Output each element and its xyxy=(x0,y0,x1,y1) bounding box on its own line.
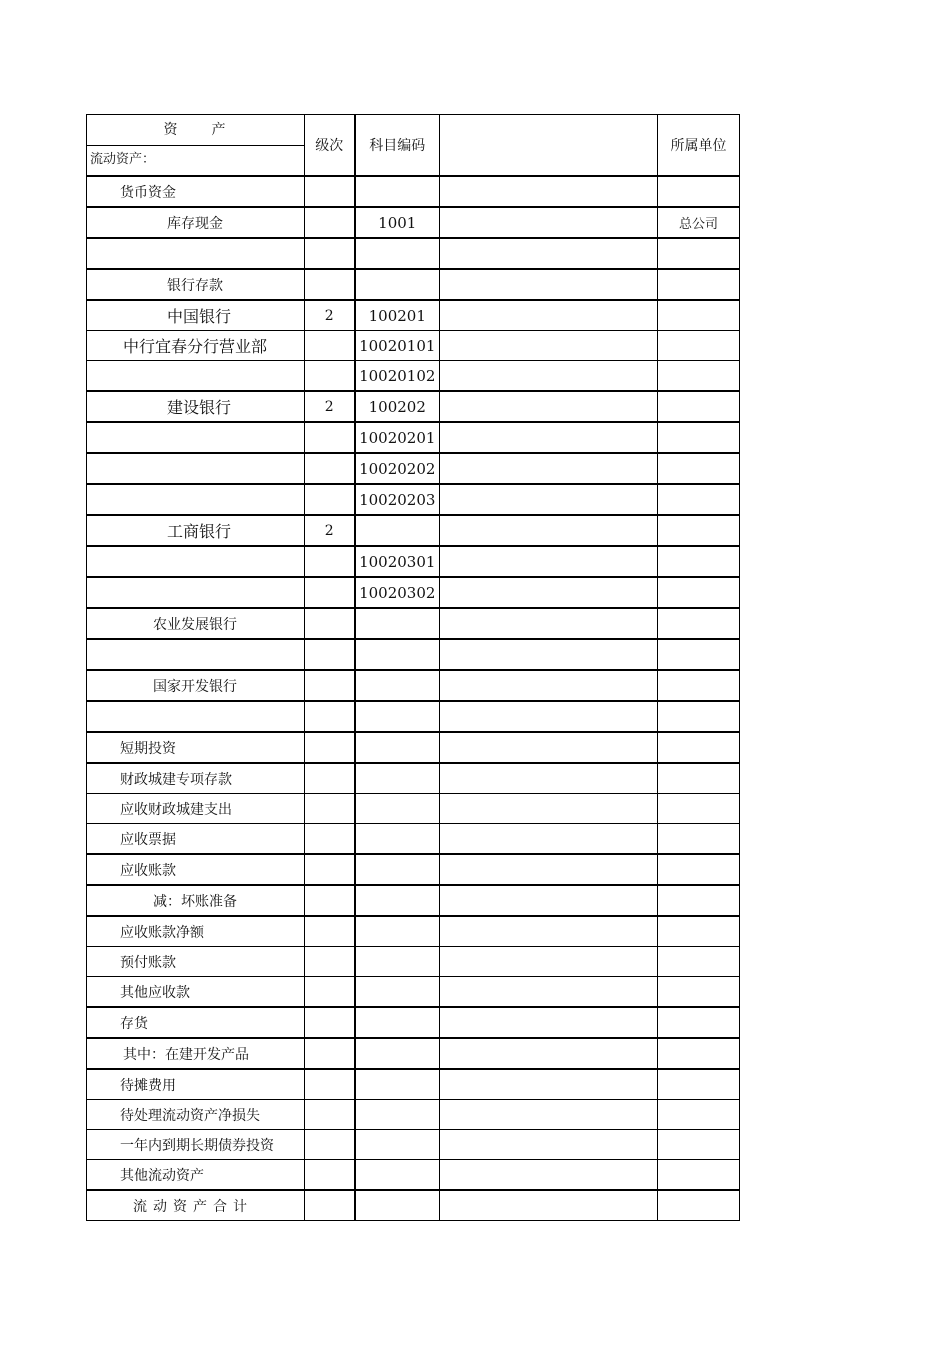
level-cell xyxy=(305,238,355,269)
account-name: 应收账款 xyxy=(120,862,176,879)
blank-cell xyxy=(440,546,658,577)
table-row xyxy=(87,608,740,639)
account-code-cell: 10020202 xyxy=(355,453,440,484)
account-name-cell xyxy=(87,1038,305,1069)
level-cell xyxy=(305,639,355,670)
account-name-cell xyxy=(87,701,305,732)
level-cell xyxy=(305,1100,355,1130)
account-name-cell xyxy=(87,1007,305,1038)
blank-cell xyxy=(440,422,658,453)
level-cell xyxy=(305,824,355,855)
account-code-cell xyxy=(355,794,440,824)
unit-cell xyxy=(658,763,740,794)
unit-cell xyxy=(658,824,740,855)
level-cell xyxy=(305,484,355,515)
account-code-cell xyxy=(355,885,440,916)
table-row xyxy=(87,732,740,763)
unit-cell xyxy=(658,1007,740,1038)
blank-cell xyxy=(440,701,658,732)
account-code-cell xyxy=(355,1160,440,1191)
blank-cell xyxy=(440,238,658,269)
blank-cell xyxy=(440,608,658,639)
account-name: 存货 xyxy=(120,1015,148,1032)
table-row xyxy=(87,300,740,331)
blank-cell xyxy=(440,732,658,763)
level-cell xyxy=(305,1130,355,1160)
blank-cell xyxy=(440,916,658,947)
account-name-cell xyxy=(87,854,305,885)
table-row xyxy=(87,670,740,701)
level-cell xyxy=(305,608,355,639)
unit-cell xyxy=(658,1100,740,1130)
blank-cell xyxy=(440,484,658,515)
blank-cell xyxy=(440,331,658,361)
level-cell xyxy=(305,546,355,577)
level-cell xyxy=(305,577,355,608)
unit-cell xyxy=(658,794,740,824)
account-name-cell xyxy=(87,732,305,763)
level-cell xyxy=(305,331,355,361)
account-name: 待处理流动资产净损失 xyxy=(120,1107,260,1124)
account-code-cell xyxy=(355,1069,440,1100)
level-cell xyxy=(305,670,355,701)
unit-cell xyxy=(658,916,740,947)
blank-cell xyxy=(440,269,658,300)
account-code-cell: 1001 xyxy=(355,207,440,238)
unit-cell xyxy=(658,608,740,639)
account-name-cell xyxy=(87,824,305,855)
table-row xyxy=(87,391,740,422)
table-row xyxy=(87,176,740,207)
account-code-cell xyxy=(355,608,440,639)
level-cell: 2 xyxy=(305,300,355,331)
account-name: 中行宜春分行营业部 xyxy=(123,337,268,356)
level-cell xyxy=(305,361,355,392)
account-code-cell xyxy=(355,854,440,885)
account-name-cell xyxy=(87,1190,305,1221)
table-row xyxy=(87,854,740,885)
account-code-cell: 10020203 xyxy=(355,484,440,515)
blank-cell xyxy=(440,361,658,392)
blank-cell xyxy=(440,670,658,701)
unit-cell xyxy=(658,269,740,300)
header-row xyxy=(87,115,740,177)
table-row xyxy=(87,515,740,546)
account-name: 货币资金 xyxy=(120,184,176,201)
account-name-cell xyxy=(87,794,305,824)
account-name-cell xyxy=(87,546,305,577)
unit-cell xyxy=(658,670,740,701)
account-code-cell: 10020302 xyxy=(355,577,440,608)
blank-cell xyxy=(440,1069,658,1100)
assets-header-cell xyxy=(87,115,305,177)
level-cell xyxy=(305,1190,355,1221)
level-cell xyxy=(305,269,355,300)
level-cell xyxy=(305,916,355,947)
unit-cell xyxy=(658,854,740,885)
level-cell xyxy=(305,207,355,238)
table-row xyxy=(87,824,740,855)
account-code-cell xyxy=(355,269,440,300)
account-name-cell xyxy=(87,670,305,701)
account-code-cell xyxy=(355,1130,440,1160)
blank-cell xyxy=(440,577,658,608)
blank-cell xyxy=(440,1100,658,1130)
unit-cell xyxy=(658,176,740,207)
unit-cell xyxy=(658,361,740,392)
table-row xyxy=(87,794,740,824)
unit-cell xyxy=(658,1190,740,1221)
account-code-cell xyxy=(355,947,440,977)
unit-cell xyxy=(658,515,740,546)
account-name-cell xyxy=(87,453,305,484)
table-row xyxy=(87,484,740,515)
account-name-cell xyxy=(87,1100,305,1130)
account-code-header: 科目编码 xyxy=(355,115,440,177)
level-cell xyxy=(305,947,355,977)
blank-cell xyxy=(440,824,658,855)
blank-cell xyxy=(440,1038,658,1069)
account-code-cell xyxy=(355,916,440,947)
unit-cell xyxy=(658,577,740,608)
table-row xyxy=(87,885,740,916)
account-name: 财政城建专项存款 xyxy=(120,771,232,788)
table-row xyxy=(87,916,740,947)
unit-cell xyxy=(658,732,740,763)
account-code-cell xyxy=(355,824,440,855)
account-name-cell xyxy=(87,1160,305,1191)
level-cell xyxy=(305,854,355,885)
account-name: 农业发展银行 xyxy=(153,616,237,633)
blank-cell xyxy=(440,977,658,1008)
account-name-cell xyxy=(87,1130,305,1160)
account-name-cell xyxy=(87,484,305,515)
table-row xyxy=(87,1160,740,1191)
blank-cell xyxy=(440,794,658,824)
account-code-cell: 10020101 xyxy=(355,331,440,361)
account-name: 库存现金 xyxy=(167,215,223,232)
account-name-cell xyxy=(87,207,305,238)
account-name: 预付账款 xyxy=(120,954,176,971)
table-row xyxy=(87,701,740,732)
table-row xyxy=(87,1190,740,1221)
unit-cell xyxy=(658,484,740,515)
blank-cell xyxy=(440,515,658,546)
unit-header: 所属单位 xyxy=(658,115,740,177)
blank-cell xyxy=(440,176,658,207)
unit-cell xyxy=(658,238,740,269)
table-row xyxy=(87,1100,740,1130)
account-name-cell xyxy=(87,1069,305,1100)
account-code-cell: 10020102 xyxy=(355,361,440,392)
account-code-cell xyxy=(355,1007,440,1038)
account-code-cell xyxy=(355,977,440,1008)
account-code-cell xyxy=(355,238,440,269)
account-name-cell xyxy=(87,916,305,947)
unit-cell xyxy=(658,701,740,732)
account-name: 减：坏账准备 xyxy=(153,893,237,910)
asset-account-table xyxy=(86,114,740,1221)
account-name-cell xyxy=(87,422,305,453)
table-row xyxy=(87,1038,740,1069)
account-code-cell xyxy=(355,1038,440,1069)
account-code-cell xyxy=(355,670,440,701)
account-name: 应收账款净额 xyxy=(120,924,204,941)
level-cell: 2 xyxy=(305,515,355,546)
blank-cell xyxy=(440,1007,658,1038)
blank-cell xyxy=(440,1190,658,1221)
level-cell xyxy=(305,977,355,1008)
account-code-cell xyxy=(355,701,440,732)
unit-cell xyxy=(658,1160,740,1191)
account-code-cell xyxy=(355,639,440,670)
table-row xyxy=(87,269,740,300)
table-row xyxy=(87,1069,740,1100)
table-row xyxy=(87,453,740,484)
table-row xyxy=(87,577,740,608)
unit-cell xyxy=(658,1038,740,1069)
account-name-cell xyxy=(87,300,305,331)
table-row xyxy=(87,1007,740,1038)
table-row xyxy=(87,639,740,670)
unit-cell xyxy=(658,977,740,1008)
unit-cell xyxy=(658,453,740,484)
level-cell: 2 xyxy=(305,391,355,422)
blank-cell xyxy=(440,391,658,422)
level-cell xyxy=(305,763,355,794)
blank-cell xyxy=(440,453,658,484)
account-name-cell xyxy=(87,577,305,608)
table-row xyxy=(87,361,740,392)
level-cell xyxy=(305,422,355,453)
account-code-cell xyxy=(355,732,440,763)
account-name: 工商银行 xyxy=(167,522,232,541)
level-header: 级次 xyxy=(305,115,355,177)
account-name: 中国银行 xyxy=(167,307,232,326)
blank-cell xyxy=(440,300,658,331)
blank-cell xyxy=(440,885,658,916)
account-code-cell xyxy=(355,763,440,794)
account-name: 国家开发银行 xyxy=(153,678,237,695)
level-cell xyxy=(305,1038,355,1069)
level-cell xyxy=(305,701,355,732)
table-row xyxy=(87,763,740,794)
blank-cell xyxy=(440,763,658,794)
account-name-cell xyxy=(87,885,305,916)
account-name-cell xyxy=(87,331,305,361)
account-code-cell: 10020201 xyxy=(355,422,440,453)
current-assets-section-label: 流动资产： xyxy=(90,152,156,167)
account-code-cell xyxy=(355,1190,440,1221)
table-row xyxy=(87,331,740,361)
level-cell xyxy=(305,453,355,484)
account-name: 待摊费用 xyxy=(120,1077,176,1094)
account-code-cell xyxy=(355,1100,440,1130)
unit-cell xyxy=(658,639,740,670)
level-cell xyxy=(305,176,355,207)
account-name-cell xyxy=(87,608,305,639)
table-row xyxy=(87,546,740,577)
unit-cell xyxy=(658,391,740,422)
account-name: 银行存款 xyxy=(167,277,223,294)
account-name-cell xyxy=(87,763,305,794)
account-code-cell: 10020301 xyxy=(355,546,440,577)
account-name: 流动资产合计 xyxy=(133,1198,253,1215)
unit-cell xyxy=(658,546,740,577)
account-code-cell xyxy=(355,176,440,207)
account-name: 其他应收款 xyxy=(120,984,190,1001)
account-name-cell xyxy=(87,238,305,269)
table-row xyxy=(87,1130,740,1160)
account-code-cell: 100201 xyxy=(355,300,440,331)
unit-cell xyxy=(658,1130,740,1160)
blank-cell xyxy=(440,639,658,670)
account-name: 应收财政城建支出 xyxy=(120,801,232,818)
unit-cell xyxy=(658,331,740,361)
account-name-cell xyxy=(87,977,305,1008)
unit-cell xyxy=(658,422,740,453)
unit-cell xyxy=(658,885,740,916)
level-cell xyxy=(305,732,355,763)
account-name: 应收票据 xyxy=(120,831,176,848)
account-name-cell xyxy=(87,361,305,392)
table-row xyxy=(87,238,740,269)
account-name-cell xyxy=(87,391,305,422)
blank-cell xyxy=(440,854,658,885)
level-cell xyxy=(305,1069,355,1100)
blank-cell xyxy=(440,947,658,977)
account-name: 其他流动资产 xyxy=(120,1167,204,1184)
blank-header xyxy=(440,115,658,177)
account-code-cell: 100202 xyxy=(355,391,440,422)
level-cell xyxy=(305,1160,355,1191)
blank-cell xyxy=(440,207,658,238)
account-name-cell xyxy=(87,515,305,546)
unit-cell xyxy=(658,947,740,977)
blank-cell xyxy=(440,1160,658,1191)
account-name: 建设银行 xyxy=(167,398,232,417)
account-name-cell xyxy=(87,176,305,207)
table-row xyxy=(87,207,740,238)
unit-cell xyxy=(658,300,740,331)
account-name: 其中：在建开发产品 xyxy=(123,1046,249,1063)
level-cell xyxy=(305,1007,355,1038)
assets-header-label: 资 产 xyxy=(87,115,304,146)
unit-cell: 总公司 xyxy=(658,207,740,238)
account-name-cell xyxy=(87,639,305,670)
level-cell xyxy=(305,794,355,824)
account-code-cell xyxy=(355,515,440,546)
account-name: 一年内到期长期债券投资 xyxy=(120,1137,274,1154)
blank-cell xyxy=(440,1130,658,1160)
account-name-cell xyxy=(87,269,305,300)
unit-cell xyxy=(658,1069,740,1100)
account-name-cell xyxy=(87,947,305,977)
level-cell xyxy=(305,885,355,916)
table-row xyxy=(87,977,740,1008)
table-row xyxy=(87,947,740,977)
account-name: 短期投资 xyxy=(120,740,176,757)
table-row xyxy=(87,422,740,453)
